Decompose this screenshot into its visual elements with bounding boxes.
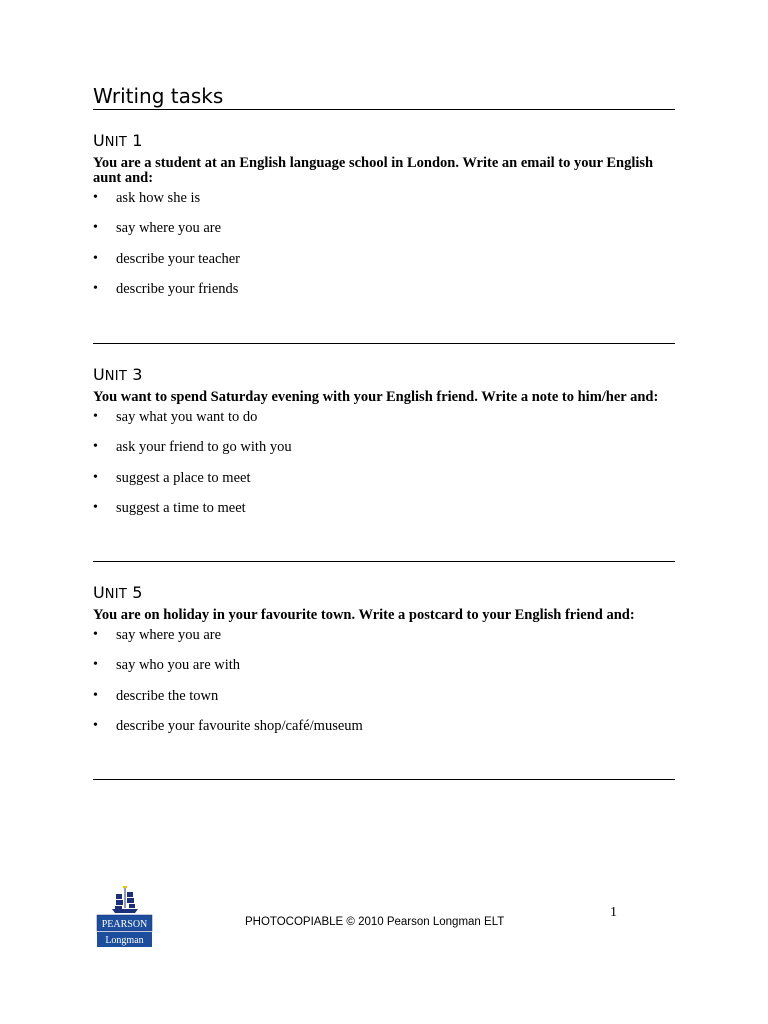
unit-heading-initial: U [93,365,105,384]
task-instruction: You are a student at an English language school in London. Write an email to your English aunt and: [93,155,654,186]
bullet-icon: • [93,687,98,703]
task-bullet-list [93,190,675,297]
list-item [93,627,675,643]
list-item-text: say who you are with [116,657,241,674]
pearson-longman-logo [96,884,153,948]
bullet-icon: • [93,469,98,485]
section-divider [93,343,675,344]
list-item-text: say where you are [116,627,222,643]
list-item [93,688,675,704]
copyright-footer: PHOTOCOPIABLE © 2010 Pearson Longman ELT [245,916,505,928]
unit-heading-smallcaps: NIT [104,587,128,602]
list-item [93,409,675,425]
list-item [93,657,675,673]
bullet-icon: • [93,500,98,516]
logo-longman-text: Longman [105,935,144,946]
list-item [93,439,675,455]
list-item [93,190,675,206]
unit-heading-smallcaps: NIT [104,135,128,150]
list-item-text: describe the town [116,687,219,704]
page-number: 1 [610,905,617,920]
unit-heading [93,131,675,151]
unit-section-3 [93,365,675,531]
list-item-text: say what you want to do [116,409,258,425]
unit-heading [93,583,675,603]
section-divider [93,779,675,780]
task-instruction: You want to spend Saturday evening with your English friend. Write a note to him/her and: [93,389,659,405]
bullet-icon: • [93,627,98,642]
unit-heading-number: 5 [132,583,143,602]
list-item-text: say where you are [116,220,222,237]
unit-heading-smallcaps: NIT [104,369,128,384]
list-item [93,470,675,486]
page-title: Writing tasks [93,84,675,110]
unit-heading-number: 3 [132,365,143,384]
list-item [93,718,675,734]
list-item-text: describe your favourite shop/café/museum [116,718,363,735]
ship-icon [112,886,138,913]
bullet-icon: • [93,250,98,266]
list-item [93,281,675,297]
list-item-text: ask your friend to go with you [116,439,292,456]
list-item [93,500,675,516]
list-item-text: ask how she is [116,190,201,206]
bullet-icon: • [93,657,98,673]
list-item [93,251,675,267]
unit-section-5 [93,583,675,749]
unit-section-1 [93,131,675,312]
bullet-icon: • [93,409,98,424]
list-item-text: describe your teacher [116,250,240,267]
list-item-text: suggest a time to meet [116,500,246,517]
task-bullet-list [93,409,675,516]
list-item-text: suggest a place to meet [116,469,251,486]
unit-heading-initial: U [93,583,105,602]
unit-heading-number: 1 [132,131,143,150]
logo-pearson-text: PEARSON [101,919,148,930]
list-item [93,220,675,236]
bullet-icon: • [93,281,98,297]
list-item-text: describe your friends [116,281,239,298]
section-divider [93,561,675,562]
unit-heading-initial: U [93,131,105,150]
unit-heading [93,365,675,385]
bullet-icon: • [93,718,98,734]
bullet-icon: • [93,190,98,205]
task-bullet-list [93,627,675,734]
task-instruction: You are on holiday in your favourite town. Write a postcard to your English friend and: [93,607,635,623]
bullet-icon: • [93,439,98,455]
bullet-icon: • [93,220,98,236]
